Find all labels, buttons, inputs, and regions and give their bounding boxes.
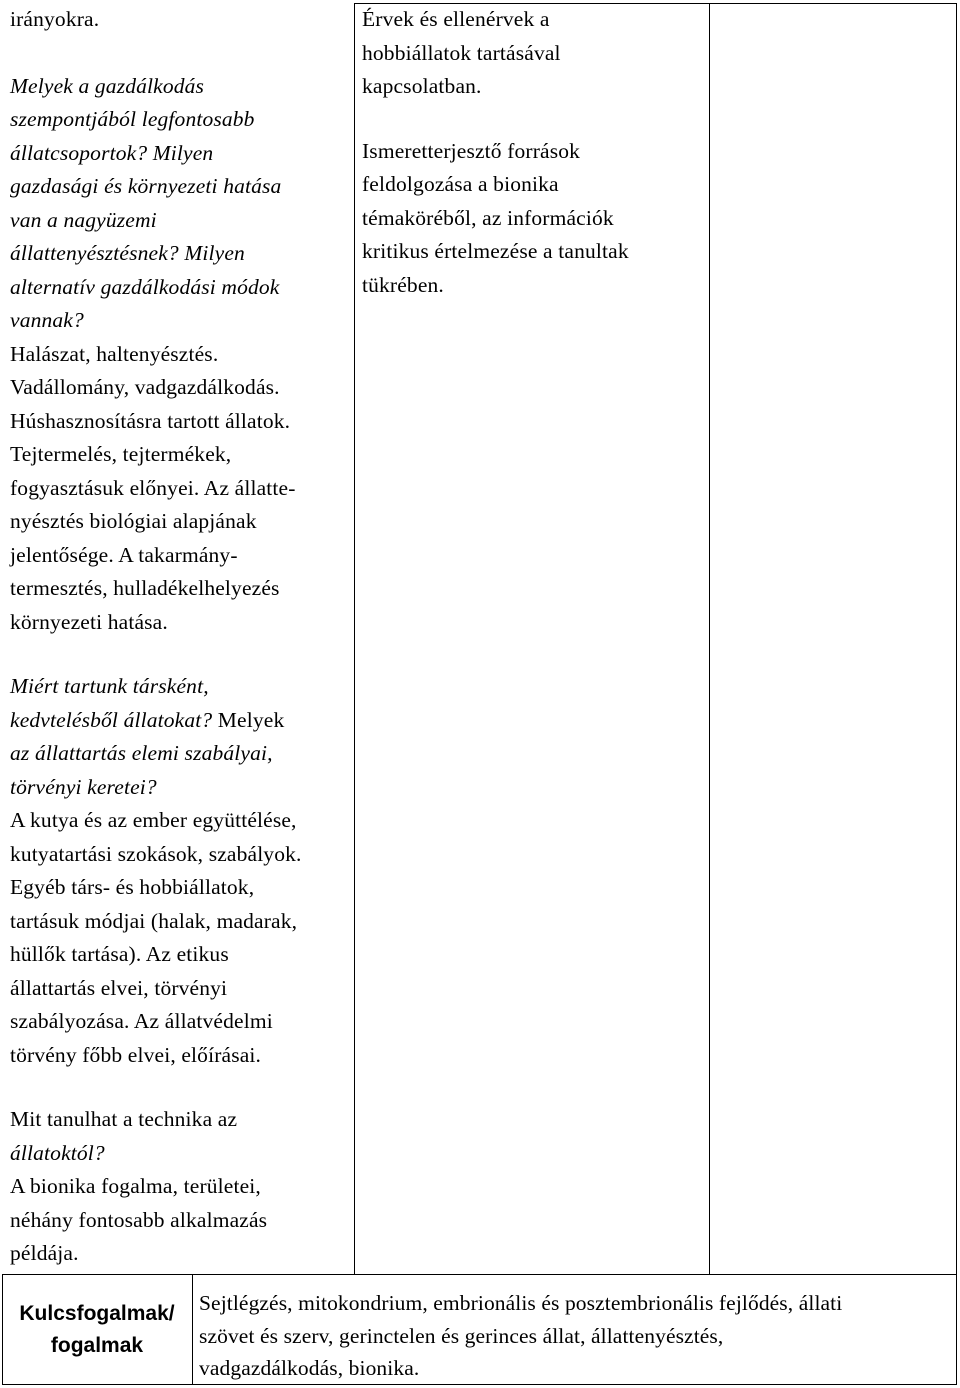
- content-line: néhány fontosabb alkalmazás: [10, 1207, 268, 1232]
- content-line: szabályozása. Az állatvédelmi: [10, 1009, 273, 1033]
- content-line: kutyatartási szokások, szabályok.: [10, 841, 302, 866]
- activity-line: tükrében.: [362, 272, 444, 297]
- key-rule-right: [956, 1274, 957, 1385]
- key-line: vadgazdálkodás, bionika.: [199, 1356, 420, 1380]
- table-rule-right: [956, 3, 957, 1275]
- content-line: tartásuk módjai (halak, madarak,: [10, 908, 298, 933]
- content-line: Húshasznosításra tartott állatok.: [10, 408, 291, 433]
- table-rule-left-col2: [354, 3, 355, 1275]
- content-line: fogyasztásuk előnyei. Az állatte-: [10, 475, 296, 500]
- content-line: példája.: [10, 1241, 79, 1265]
- question-line: Melyek a gazdálkodás: [10, 73, 205, 98]
- activity-line: kritikus értelmezése a tanultak: [362, 239, 629, 263]
- table-rule-left-col3: [709, 3, 710, 1275]
- question-line: szempontjából legfontosabb: [10, 107, 255, 131]
- question-fragment-upright: Melyek: [212, 707, 285, 732]
- activities-column: [362, 3, 702, 302]
- question-line: törvényi keretei?: [10, 774, 157, 799]
- question-fragment: kedvtelésből állatokat?: [10, 707, 213, 732]
- activity-line: Ismeretterjesztő források: [362, 138, 581, 163]
- content-line: Halászat, haltenyésztés.: [10, 341, 219, 366]
- content-line: állattartás elvei, törvényi: [10, 975, 228, 1000]
- activity-line: feldolgozása a bionika: [362, 172, 559, 196]
- content-line: A bionika fogalma, területei,: [10, 1174, 261, 1198]
- key-rule-divider: [192, 1274, 193, 1385]
- activity-line: Érvek és ellenérvek a: [362, 7, 550, 31]
- activity-line: hobbiállatok tartásával: [362, 40, 561, 65]
- content-line: törvény főbb elvei, előírásai.: [10, 1042, 262, 1067]
- activity-line: témaköréből, az információk: [362, 205, 614, 230]
- activity-line: kapcsolatban.: [362, 74, 482, 98]
- activity-bionics-sources: [362, 135, 702, 303]
- question-line: állattenyésztésnek? Milyen: [10, 241, 245, 265]
- question-line: az állattartás elemi szabályai,: [10, 741, 273, 765]
- key-concepts-label: [2, 1276, 192, 1384]
- question-line: alternatív gazdálkodási módok: [10, 274, 280, 299]
- key-line: szövet és szerv, gerinctelen és gerinces állat, állattenyésztés,: [199, 1323, 724, 1348]
- question-line: gazdasági és környezeti hatása: [10, 174, 282, 198]
- key-label-line: Kulcsfogalmak/: [19, 1302, 175, 1325]
- content-column: [10, 3, 350, 1271]
- question-line: állatcsoportok? Milyen: [10, 140, 214, 165]
- section-livestock: [10, 70, 350, 640]
- content-line: A kutya és az ember együttélése,: [10, 808, 297, 832]
- content-line: nyésztés biológiai alapjának: [10, 509, 257, 533]
- content-line: jelentősége. A takarmány-: [10, 542, 238, 567]
- content-line: termesztés, hulladékelhelyezés: [10, 576, 280, 600]
- key-label-line: fogalmak: [50, 1334, 144, 1357]
- key-line: Sejtlégzés, mitokondrium, embrionális és posztembrionális fejlődés, állati: [199, 1291, 843, 1315]
- section-bionics: [10, 1103, 350, 1271]
- question-line: Miért tartunk társként,: [10, 674, 209, 698]
- content-line: Tejtermelés, tejtermékek,: [10, 442, 232, 466]
- content-line: Egyéb társ- és hobbiállatok,: [10, 875, 255, 899]
- line-top: irányokra.: [10, 7, 100, 31]
- content-line: környezeti hatása.: [10, 609, 168, 634]
- activity-hobby-animals: [362, 3, 702, 104]
- section-pets: [10, 670, 350, 1072]
- question-line: állatoktól?: [10, 1140, 105, 1165]
- table-rule-bottom: [2, 1274, 957, 1275]
- key-concepts-list: [199, 1287, 954, 1385]
- content-line: hüllők tartása). Az etikus: [10, 942, 229, 966]
- content-line: Vadállomány, vadgazdálkodás.: [10, 375, 280, 399]
- question-line: vannak?: [10, 308, 84, 332]
- question-line: van a nagyüzemi: [10, 207, 157, 232]
- question-line-mixed: [10, 704, 350, 738]
- question-line: Mit tanulhat a technika az: [10, 1107, 238, 1131]
